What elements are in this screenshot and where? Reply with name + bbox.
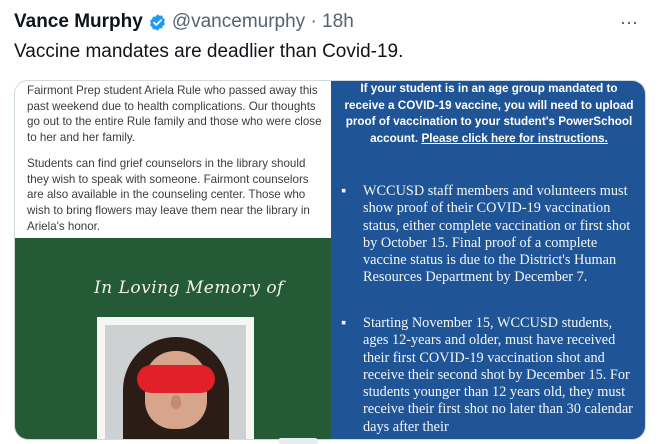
author-name[interactable]: Vance Murphy bbox=[14, 11, 143, 32]
redaction-mark bbox=[137, 365, 215, 393]
verified-badge-icon bbox=[148, 13, 167, 32]
tweet-header bbox=[14, 9, 354, 35]
portrait-shade bbox=[171, 395, 181, 409]
tweet-time[interactable]: · 18h bbox=[310, 11, 354, 32]
tweet-media[interactable] bbox=[14, 80, 646, 440]
media-image-right[interactable] bbox=[331, 81, 646, 439]
tweet-text: Vaccine mandates are deadlier than Covid-19. bbox=[14, 41, 404, 62]
bullet-text: WCCUSD staff members and volunteers must show proof of their COVID-19 vaccination status, either complete vaccination or first shot by October 15. Final proof of a complete vaccine status is due to the District's Human Resources Department by December 7. bbox=[363, 183, 631, 286]
more-options-icon[interactable]: ⋯ bbox=[620, 13, 639, 33]
bullet-marker: ▪ bbox=[341, 183, 347, 199]
media-image-left[interactable] bbox=[15, 81, 331, 439]
scroll-hint bbox=[278, 438, 318, 444]
vaccine-upload-notice: If your student is in an age group mandated to receive a COVID-19 vaccine, you will need to upload proof of vaccination to your student's PowerSchool account. Please click here for instructions. bbox=[344, 82, 634, 145]
memorial-title: In Loving Memory of bbox=[94, 278, 284, 298]
portrait-photo bbox=[105, 325, 246, 440]
instructions-link: Please click here for instructions. bbox=[421, 131, 608, 145]
bullet-text: Starting November 15, WCCUSD students, ages 12-years and older, must have received their first COVID-19 vaccination shot and receive their second shot by December 15. For students younger than 12 years old, they must receive their first shot no later than 30 calendar days after their bbox=[363, 315, 633, 435]
author-handle[interactable]: @vancemurphy · 18h bbox=[171, 11, 354, 32]
memorial-card bbox=[15, 238, 331, 440]
portrait-frame bbox=[97, 317, 254, 440]
notice-paragraph-2: Students can find grief counselors in the library should they wish to speak with someone. Fairmont counselors are also available in the counseling center. Those who wish to bring flowers may leave them near the library in Ariela's honor. bbox=[27, 157, 310, 233]
bullet-marker: ▪ bbox=[341, 315, 347, 331]
notice-paragraph-1: Fairmont Prep student Ariela Rule who passed away this past weekend due to health complications. Our thoughts go out to the entire Rule family and those who were close to her and her family. bbox=[27, 84, 322, 145]
school-notice bbox=[15, 81, 331, 238]
